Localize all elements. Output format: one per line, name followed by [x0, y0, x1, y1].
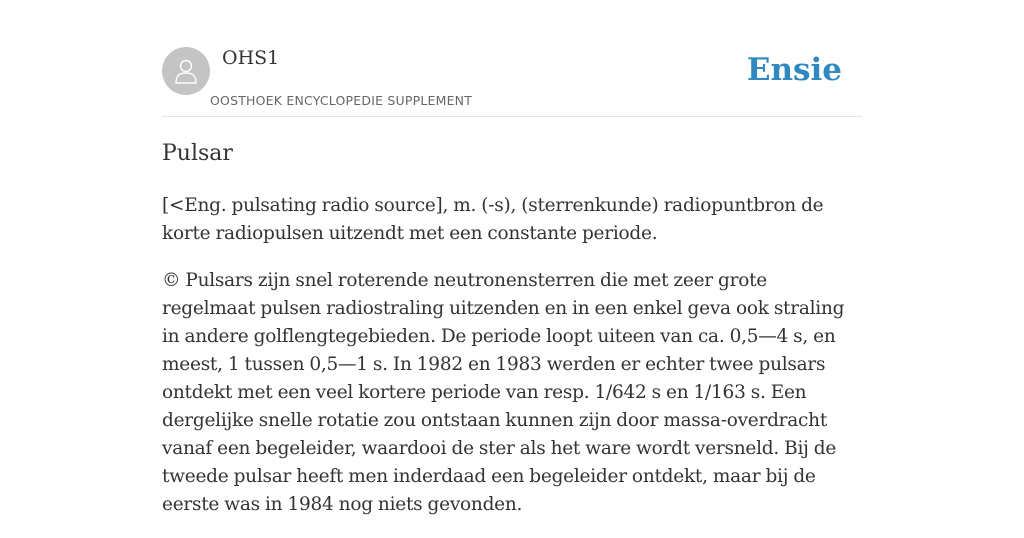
page — [162, 0, 862, 515]
user-icon — [171, 56, 201, 86]
article-paragraph-definition: [<Eng. pulsating radio source], m. (-s), (sterrenkunde) radiopuntbron de korte radiopulsen uitzendt met een constante periode. — [162, 195, 824, 244]
source-name[interactable]: OOSTHOEK ENCYCLOPEDIE SUPPLEMENT — [210, 93, 473, 108]
source-code[interactable]: OHS1 — [222, 47, 280, 69]
ensie-logo[interactable]: Ensie — [746, 52, 842, 88]
source-avatar[interactable] — [162, 47, 210, 95]
article-body — [162, 192, 862, 538]
article-paragraph-description: © Pulsars zijn snel roterende neutronensterren die met zeer grote regelmaat pulsen radiostraling uitzenden en in een enkel geva ook straling in andere golflengtegebieden. De periode loopt uiteen van ca. 0,5—4 s, en meest, 1 tussen 0,5—1 s. In 1982 en 1983 werden er echter twee pulsars ontdekt met een veel kortere periode van resp. 1/642 s en 1/163 s. Een dergelijke snelle rotatie zou ontstaan kunnen zijn door massa-overdracht vanaf een begeleider, waardooi de ster als het ware wordt versneld. Bij de tweede pulsar heeft men inderdaad een begeleider ontdekt, maar bij de eerste was in 1984 nog niets gevonden. — [162, 270, 845, 515]
page-title: Pulsar — [162, 141, 233, 166]
article-header — [162, 0, 862, 117]
